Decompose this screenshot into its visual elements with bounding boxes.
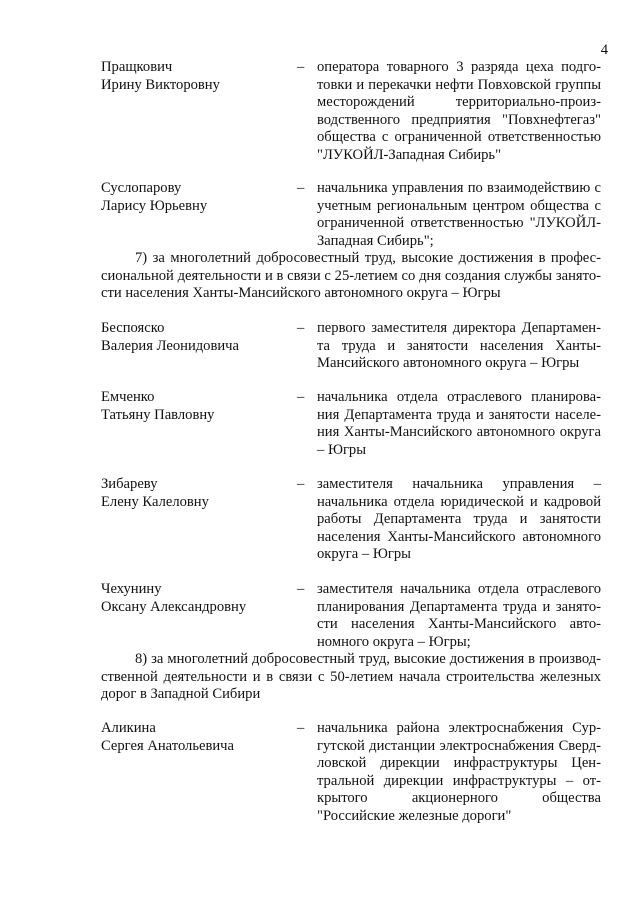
awardee-name: Емченко Татьяну Павловну — [101, 389, 215, 423]
awardee-name: Суслопарову Ларису Юрьевну — [101, 180, 208, 214]
section-7-paragraph: 7) за многолетний добросовестный труд, высокие достижения в профессиональной деятельности и в связи с 25-летием со дня создания службы занятости населения Ханты-Мансийского автономного округа – Югры — [101, 250, 601, 302]
awardee-position: заместителя начальника управления – начальника отдела юридической и кадровой работы Департамента труда и занятости населения Ханты-Мансийского автономного округа – Югры — [317, 476, 601, 563]
awardee-name: Пращкович Ирину Викторовну — [101, 59, 220, 93]
awardee-position: начальника отдела отраслевого планирования Департамента труда и занятости населения Ханты-Мансийского автономного округа – Югры — [317, 389, 601, 458]
separator-dash: – — [297, 389, 305, 405]
separator-dash: – — [297, 320, 305, 336]
awardee-name: Беспояско Валерия Леонидовича — [101, 320, 239, 354]
awardee-position: начальника управления по взаимодействию с учетным региональным центром общества с ограниченной ответственностью "ЛУКОЙЛ-Западная Сибирь"; — [317, 180, 601, 249]
page-number: 4 — [600, 42, 608, 58]
separator-dash: – — [297, 720, 305, 736]
section-8-paragraph: 8) за многолетний добросовестный труд, высокие достижения в производственной деятельности и в связи с 50-летием начала строительства железных дорог в Западной Сибири — [101, 651, 601, 703]
awardee-position: заместителя начальника отдела отраслевого планирования Департамента труда и занятости населения Ханты-Мансийского автономного округа – Югры; — [317, 581, 601, 650]
awardee-position: оператора товарного 3 разряда цеха подготовки и перекачки нефти Повховской группы месторождений территориально-производственного предприятия "Повхнефтегаз" общества с ограниченной ответственностью "ЛУКОЙЛ-Западная Сибирь" — [317, 59, 601, 163]
separator-dash: – — [297, 180, 305, 196]
awardee-name: Чехунину Оксану Александровну — [101, 581, 247, 615]
awardee-name: Зибареву Елену Калеловну — [101, 476, 209, 510]
awardee-position: первого заместителя директора Департамента труда и занятости населения Ханты-Мансийского автономного округа – Югры — [317, 320, 601, 372]
awardee-position: начальника района электроснабжения Сургутской дистанции электроснабжения Свердловской дирекции инфраструктуры Центральной дирекции инфраструктуры – открытого акционерного общества "Российские железные дороги" — [317, 720, 601, 824]
separator-dash: – — [297, 476, 305, 492]
separator-dash: – — [297, 59, 305, 75]
separator-dash: – — [297, 581, 305, 597]
awardee-name: Аликина Сергея Анатольевича — [101, 720, 234, 754]
